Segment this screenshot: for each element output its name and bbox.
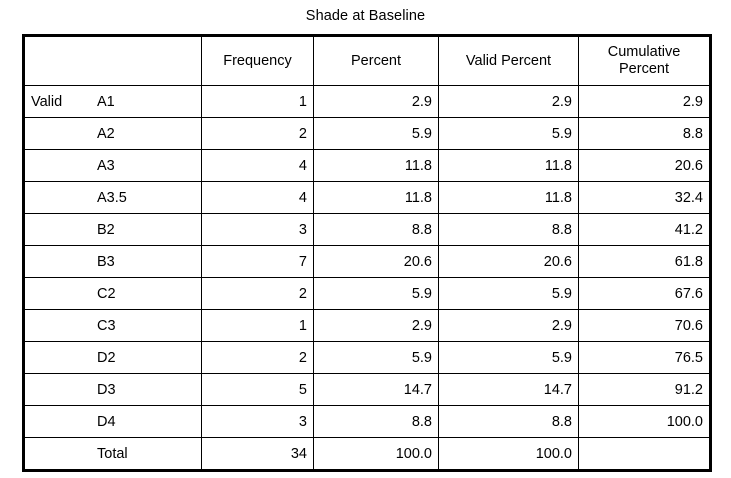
cell-valid-percent: 14.7 <box>439 374 579 406</box>
cell-frequency: 3 <box>202 406 314 438</box>
cell-valid-percent: 8.8 <box>439 214 579 246</box>
cell-percent: 100.0 <box>314 438 439 471</box>
column-header-frequency: Frequency <box>202 36 314 86</box>
cell-cumulative-percent: 61.8 <box>579 246 711 278</box>
cell-cumulative-percent: 20.6 <box>579 150 711 182</box>
cell-cumulative-percent: 2.9 <box>579 86 711 118</box>
table-row <box>24 246 711 278</box>
category-label: A3 <box>97 157 115 174</box>
group-label: Valid <box>31 93 63 110</box>
table-row <box>24 406 711 438</box>
cell-valid-percent: 11.8 <box>439 150 579 182</box>
cell-cumulative-percent: 76.5 <box>579 342 711 374</box>
frequency-table <box>22 34 712 472</box>
category-label: C3 <box>97 317 116 334</box>
row-label-cell <box>24 438 202 471</box>
cell-cumulative-percent: 100.0 <box>579 406 711 438</box>
row-label-cell <box>24 406 202 438</box>
cell-frequency: 34 <box>202 438 314 471</box>
cell-cumulative-percent: 41.2 <box>579 214 711 246</box>
cell-percent: 14.7 <box>314 374 439 406</box>
cell-cumulative-percent: 8.8 <box>579 118 711 150</box>
cell-frequency: 2 <box>202 118 314 150</box>
frequency-table-container <box>22 34 709 472</box>
column-header-percent: Percent <box>314 36 439 86</box>
cell-percent: 5.9 <box>314 342 439 374</box>
cell-cumulative-percent <box>579 438 711 471</box>
cell-percent: 11.8 <box>314 150 439 182</box>
cell-percent: 11.8 <box>314 182 439 214</box>
cell-frequency: 7 <box>202 246 314 278</box>
category-label: B2 <box>97 221 115 238</box>
cell-valid-percent: 2.9 <box>439 86 579 118</box>
cell-valid-percent: 11.8 <box>439 182 579 214</box>
page-title: Shade at Baseline <box>305 8 426 24</box>
row-label-cell <box>24 86 202 118</box>
table-row <box>24 118 711 150</box>
cell-frequency: 2 <box>202 278 314 310</box>
category-label: D3 <box>97 381 116 398</box>
table-body <box>24 86 711 471</box>
row-label-cell <box>24 310 202 342</box>
row-label-cell <box>24 278 202 310</box>
table-row <box>24 86 711 118</box>
table-header <box>24 36 711 86</box>
table-corner-cell <box>24 36 202 86</box>
table-row <box>24 214 711 246</box>
row-label-cell <box>24 374 202 406</box>
cell-frequency: 2 <box>202 342 314 374</box>
table-header-row <box>24 36 711 86</box>
row-label-cell <box>24 246 202 278</box>
cell-cumulative-percent: 70.6 <box>579 310 711 342</box>
row-label-cell <box>24 214 202 246</box>
row-label-cell <box>24 118 202 150</box>
cell-valid-percent: 5.9 <box>439 342 579 374</box>
row-label-cell <box>24 342 202 374</box>
cell-percent: 5.9 <box>314 278 439 310</box>
cell-percent: 8.8 <box>314 406 439 438</box>
table-row <box>24 342 711 374</box>
cell-frequency: 1 <box>202 310 314 342</box>
table-row <box>24 278 711 310</box>
category-label: Total <box>97 445 128 462</box>
row-label-cell <box>24 182 202 214</box>
table-row <box>24 150 711 182</box>
cell-valid-percent: 8.8 <box>439 406 579 438</box>
cell-percent: 20.6 <box>314 246 439 278</box>
cell-cumulative-percent: 67.6 <box>579 278 711 310</box>
cell-frequency: 1 <box>202 86 314 118</box>
cell-valid-percent: 20.6 <box>439 246 579 278</box>
cell-frequency: 4 <box>202 182 314 214</box>
cell-cumulative-percent: 32.4 <box>579 182 711 214</box>
column-header-cumulative-percent: Cumulative Percent <box>579 36 711 86</box>
cell-valid-percent: 2.9 <box>439 310 579 342</box>
table-row <box>24 182 711 214</box>
cell-percent: 2.9 <box>314 310 439 342</box>
cell-percent: 2.9 <box>314 86 439 118</box>
table-row-total <box>24 438 711 471</box>
cell-valid-percent: 5.9 <box>439 278 579 310</box>
category-label: D4 <box>97 413 116 430</box>
category-label: A2 <box>97 125 115 142</box>
cell-valid-percent: 5.9 <box>439 118 579 150</box>
category-label: D2 <box>97 349 116 366</box>
cell-frequency: 3 <box>202 214 314 246</box>
cell-percent: 5.9 <box>314 118 439 150</box>
category-label: A1 <box>97 93 115 110</box>
table-row <box>24 374 711 406</box>
cell-percent: 8.8 <box>314 214 439 246</box>
category-label: A3.5 <box>97 189 127 206</box>
cell-frequency: 5 <box>202 374 314 406</box>
cell-cumulative-percent: 91.2 <box>579 374 711 406</box>
column-header-valid-percent: Valid Percent <box>439 36 579 86</box>
row-label-cell <box>24 150 202 182</box>
table-row <box>24 310 711 342</box>
category-label: C2 <box>97 285 116 302</box>
cell-valid-percent: 100.0 <box>439 438 579 471</box>
cell-frequency: 4 <box>202 150 314 182</box>
category-label: B3 <box>97 253 115 270</box>
